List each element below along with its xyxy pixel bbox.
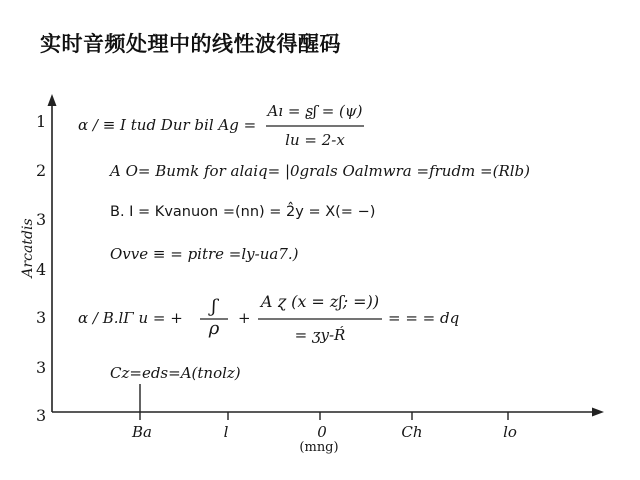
equation-3: B. I = Kvanuon =(nn) = 2̂y = X(= −) xyxy=(110,204,376,220)
equation-5-rhs: = = = dq xyxy=(388,309,460,327)
y-tick-label: 1 xyxy=(36,112,47,131)
y-tick-label: 2 xyxy=(36,161,47,180)
equation-4: Ovve ≡ = pitre =ly-ua7.) xyxy=(110,245,299,263)
x-tick-label: Ba xyxy=(132,423,152,441)
y-axis-label: Arcatdis xyxy=(20,218,36,278)
equation-5-plus: + xyxy=(238,309,251,327)
equation-1-denominator: lu = 2-x xyxy=(285,131,345,149)
equation-5-small-denominator: ρ xyxy=(208,318,220,339)
y-tick-label: 4 xyxy=(36,260,47,279)
x-axis-label: (mng) xyxy=(299,440,339,455)
equation-5-lhs: ɑ / B.lΓ u = + xyxy=(78,309,183,327)
y-tick-label: 3 xyxy=(36,406,47,425)
y-tick-label: 3 xyxy=(36,308,47,327)
equation-5-numerator: A ɀ (x = zʃ; =)) xyxy=(260,292,380,311)
equation-6: Cz=eds=A(tnolz) xyxy=(110,364,241,382)
equation-1-numerator: Aı = ʂʃ = (ψ) xyxy=(267,102,363,120)
x-tick-label: 0 xyxy=(317,423,327,441)
equation-2: A O= Bumk for alaiq= |0grals Oalmwra =frudm =(Rlb) xyxy=(110,162,531,180)
x-tick-label: l xyxy=(223,423,229,441)
equation-5-small-numerator: ʃ xyxy=(211,296,217,317)
y-axis-arrowhead xyxy=(48,94,57,106)
y-tick-label: 3 xyxy=(36,358,47,377)
equation-1-lhs: ɑ / ≡ I tud Dur bil Ag = xyxy=(78,116,257,134)
equation-5-denominator: = ʒy-Ŕ xyxy=(294,326,346,344)
y-tick-label: 3 xyxy=(36,210,47,229)
x-tick-label: lo xyxy=(503,423,517,441)
diagram-title: 实时音频处理中的线性波得醒码 xyxy=(40,32,341,56)
x-tick-label: Ch xyxy=(401,423,423,441)
x-axis-arrowhead xyxy=(592,408,604,417)
